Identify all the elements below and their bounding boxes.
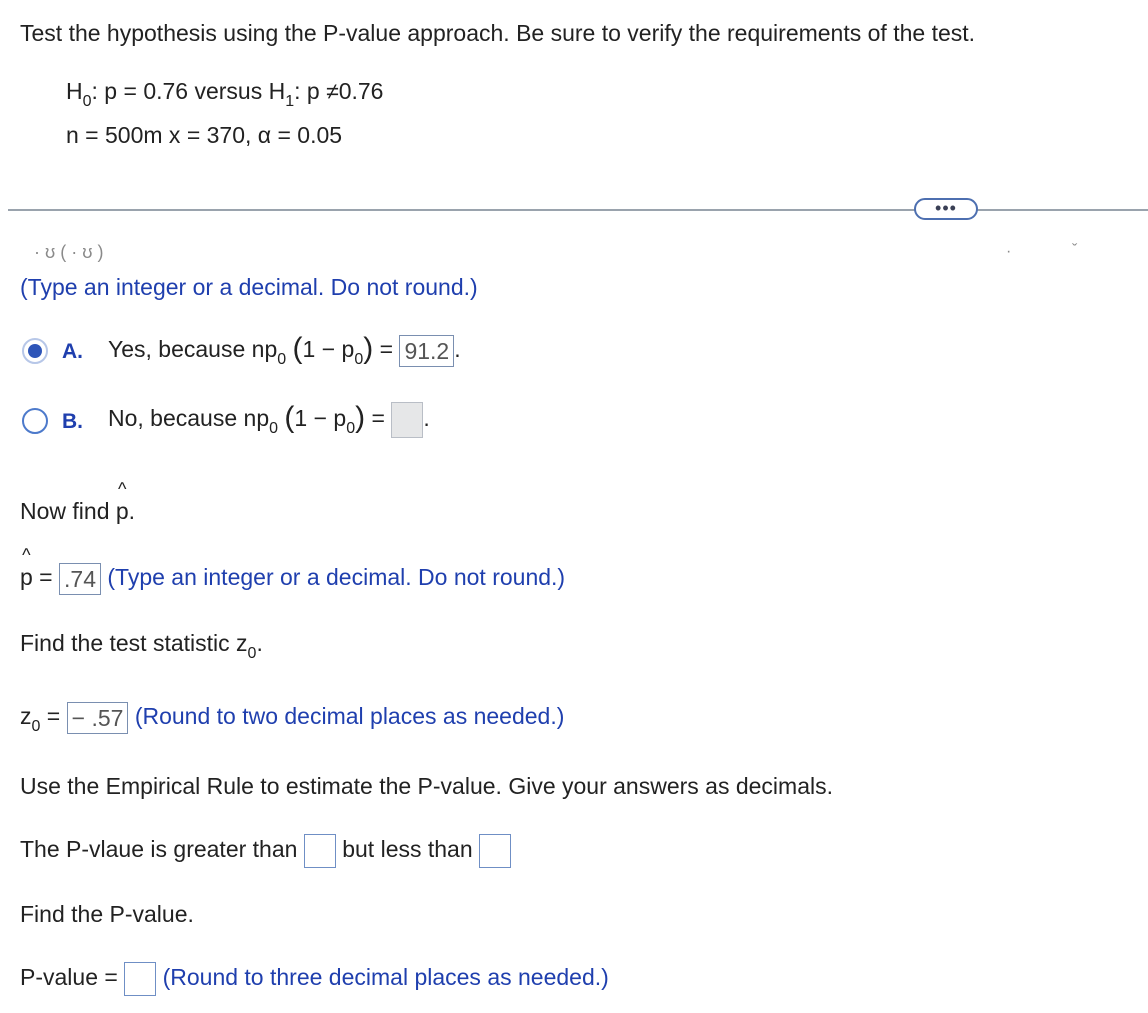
z-prompt: Find the test statistic $z_0$. <box>20 630 263 662</box>
phat-answer-box[interactable]: .74 <box>59 563 101 595</box>
hypotheses-line: $H_0$: p = 0.76 versus $H_1$: p ≠0.76 <box>66 78 384 110</box>
choice-a-text: Yes, because $np_0$ $(1 - p_0) = 91.2$ . <box>108 332 461 368</box>
given-values: n = 500m x = 370, α = 0.05 <box>66 122 343 148</box>
pvalue-hint: (Round to three decimal places as needed.) <box>162 964 609 991</box>
choice-a-answer-box[interactable]: 91.2 <box>399 335 454 367</box>
z-answer-line: $z_0$ = − .57 (Round to two decimal places as needed.) <box>20 703 565 736</box>
partial-clipped-line: · ʊ ( · ʊ ) <box>34 242 104 262</box>
more-options-button[interactable]: ••• <box>914 198 978 220</box>
pvalue-input[interactable] <box>124 962 156 996</box>
partial-clipped-mark-2: ˇ <box>1072 242 1078 259</box>
choice-b-answer-box[interactable] <box>391 402 423 438</box>
choice-a-letter: A. <box>62 340 83 363</box>
hint-type-integer: (Type an integer or a decimal. Do not round.) <box>20 274 478 300</box>
z-hint: (Round to two decimal places as needed.) <box>134 703 565 730</box>
pvalue-upper-input[interactable] <box>479 834 511 868</box>
empirical-prompt: Use the Empirical Rule to estimate the P-value. Give your answers as decimals. <box>20 773 833 799</box>
pvalue-range-line: The P-vlaue is greater than but less than <box>20 834 511 868</box>
z-answer-box[interactable]: − .57 <box>67 702 129 734</box>
pvalue-answer-line: P-value = (Round to three decimal places as needed.) <box>20 962 609 996</box>
choice-b-letter: B. <box>62 410 83 433</box>
choice-a-radio[interactable] <box>22 338 48 364</box>
phat-prompt: Now find ^ p. <box>20 498 135 525</box>
pvalue-prompt: Find the P-value. <box>20 901 194 927</box>
phat-hint: (Type an integer or a decimal. Do not round.) <box>107 564 566 591</box>
choice-b-text: No, because $np_0$ $(1 - p_0)$ = . <box>108 401 430 437</box>
partial-clipped-mark: · <box>1006 243 1012 260</box>
choice-b-radio[interactable] <box>22 408 48 434</box>
pvalue-lower-input[interactable] <box>304 834 336 868</box>
phat-answer-line: ^ p = .74 (Type an integer or a decimal. Do not round.) <box>20 563 565 595</box>
question-instruction: Test the hypothesis using the P-value approach. Be sure to verify the requirements of the test. <box>20 20 976 46</box>
